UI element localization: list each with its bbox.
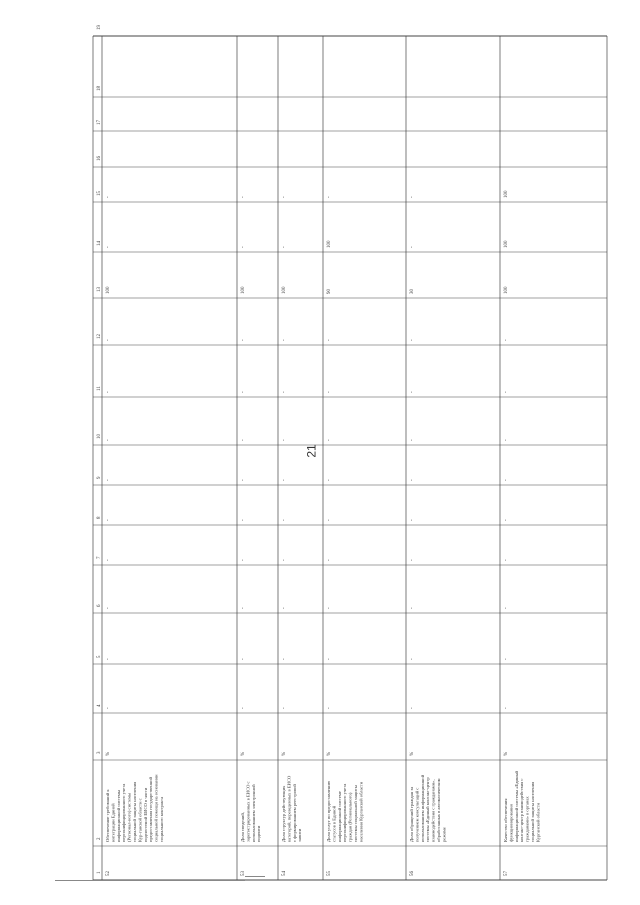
indicator-name: Доля структур действующих — [281, 785, 286, 842]
row-number: 57 — [504, 871, 509, 876]
column-header-10: 10 — [97, 434, 102, 439]
value-col-15: - — [410, 196, 415, 198]
indicator-name: Обеспечение требований к — [105, 789, 110, 842]
indicator-name: социального контракта — [159, 796, 164, 842]
scan-artifact-line — [245, 876, 265, 877]
indicator-name: населения Курганской области — [358, 781, 364, 842]
value-col-4: - — [241, 707, 246, 709]
value-col-5: - — [504, 658, 509, 660]
indicator-name: функционирования — [508, 804, 514, 842]
value-col-5: - — [106, 658, 111, 660]
indicator-name: предоставления государственной — [148, 777, 154, 842]
indicator-name: Кур-ганской области с — [137, 798, 143, 842]
indicator-name: взаимодействия с гражданами», — [430, 779, 436, 842]
value-col-10: - — [327, 439, 332, 441]
scan-artifact-line — [55, 880, 245, 881]
indicator-name: записи — [297, 828, 303, 842]
value-col-14: - — [106, 246, 111, 248]
value-col-12: - — [282, 339, 287, 341]
row-number: 54 — [282, 871, 287, 876]
column-header-3: 3 — [97, 751, 102, 754]
value-col-12: - — [504, 339, 509, 341]
unit-of-measure: % — [327, 751, 332, 756]
indicator-name: социальной помощи на основании — [153, 774, 159, 842]
value-col-15: 100 — [504, 190, 509, 198]
value-col-8: - — [410, 519, 415, 521]
indicator-name: информационной системе — [336, 791, 342, 842]
value-col-12: - — [410, 339, 415, 341]
row-number: 52 — [106, 871, 111, 876]
indicator-name: системы социальной защиты — [353, 785, 358, 842]
unit-of-measure: % — [504, 751, 509, 756]
value-col-7: - — [410, 559, 415, 561]
indicator-name: системы «Единый контакт-центр — [425, 777, 431, 842]
value-col-8: - — [241, 519, 246, 521]
indicator-name: интеграции Единой — [110, 803, 116, 842]
column-header-6: 6 — [97, 604, 102, 607]
value-col-6: - — [504, 607, 509, 609]
value-col-11: - — [282, 391, 287, 393]
value-col-9: - — [241, 479, 246, 481]
indicator-name: гражданами» в органах — [524, 796, 530, 842]
value-col-11: - — [241, 391, 246, 393]
value-col-9: - — [282, 479, 287, 481]
value-col-9: - — [410, 479, 415, 481]
value-col-12: - — [106, 339, 111, 341]
page-number: 21 — [304, 444, 319, 458]
indicator-name: использованием электронной — [250, 784, 256, 842]
value-col-11: - — [106, 391, 111, 393]
value-col-10: - — [410, 439, 415, 441]
value-col-9: - — [327, 479, 332, 481]
unit-of-measure: % — [282, 751, 287, 756]
column-header-13: 13 — [97, 287, 102, 292]
value-col-7: - — [327, 559, 332, 561]
value-col-15: - — [241, 196, 246, 198]
indicator-name: категорий, переведенных в ЕИСО — [286, 775, 292, 842]
value-col-4: - — [504, 707, 509, 709]
indicator-name: персонифицированного учета — [121, 783, 127, 842]
value-col-13: 30 — [410, 289, 415, 294]
indicator-name: подсистемой ЕИСО в части — [142, 787, 148, 842]
value-col-13: 100 — [504, 286, 509, 294]
row-number: 53 — [241, 871, 246, 876]
value-col-6: - — [106, 607, 111, 609]
column-header-16: 16 — [97, 156, 102, 161]
indicator-name: получением консультаций с — [414, 787, 420, 842]
table-grid — [93, 36, 607, 880]
value-col-7: - — [282, 559, 287, 561]
value-col-6: - — [282, 607, 287, 609]
unit-of-measure: % — [241, 751, 246, 756]
value-col-6: - — [241, 607, 246, 609]
value-col-8: - — [504, 519, 509, 521]
indicator-name: обработанных в автоматическом — [436, 778, 441, 842]
indicator-name: Курганской области — [535, 803, 541, 842]
indicator-name: социальной защиты населения — [132, 781, 137, 842]
value-col-4: - — [327, 707, 332, 709]
value-col-8: - — [327, 519, 332, 521]
indicator-name: режиме — [441, 827, 447, 842]
value-col-11: - — [504, 391, 509, 393]
value-col-7: - — [241, 559, 246, 561]
indicator-name: контакт-центр взаимодействия с — [519, 778, 525, 842]
column-header-15: 15 — [97, 191, 102, 196]
value-col-9: - — [504, 479, 509, 481]
column-header-18: 18 — [97, 86, 102, 91]
value-col-12: - — [327, 339, 332, 341]
column-header-12: 12 — [97, 334, 102, 339]
column-header-9: 9 — [97, 476, 102, 479]
column-header-1: 1 — [97, 871, 102, 874]
value-col-15: - — [327, 196, 332, 198]
indicator-name: подписи — [256, 825, 262, 842]
column-header-4: 4 — [97, 704, 102, 707]
indicator-name: Качество обеспечения — [503, 798, 508, 842]
value-col-5: - — [282, 658, 287, 660]
value-col-13: 100 — [282, 286, 287, 294]
indicator-name: Доля обращений граждан за — [409, 786, 414, 842]
unit-of-measure: % — [410, 751, 415, 756]
value-col-13: 100 — [106, 286, 111, 294]
value-col-5: - — [241, 658, 246, 660]
table-content — [97, 25, 540, 877]
unit-of-measure: % — [106, 751, 111, 756]
value-col-10: - — [241, 439, 246, 441]
indicator-name: (Регионал-ного) системы — [126, 792, 132, 842]
column-header-2: 2 — [97, 837, 102, 840]
value-col-11: - — [327, 391, 332, 393]
value-col-14: - — [282, 246, 287, 248]
column-header-17: 17 — [97, 120, 102, 125]
value-col-14: 100 — [327, 240, 332, 248]
value-col-9: - — [106, 479, 111, 481]
column-header-8: 8 — [97, 516, 102, 519]
value-col-15: - — [106, 196, 111, 198]
value-col-10: - — [106, 439, 111, 441]
indicator-name: информационной системы «Единый — [513, 771, 519, 842]
value-col-13: 100 — [241, 286, 246, 294]
row-number: 55 — [327, 871, 332, 876]
indicator-name: Доля услуг по предоставлению — [326, 780, 331, 842]
indicator-name: Доля сведений, — [240, 812, 245, 842]
value-col-5: - — [327, 658, 332, 660]
indicator-name: с формированием реестровой — [291, 784, 297, 842]
value-col-5: - — [410, 658, 415, 660]
value-col-7: - — [504, 559, 509, 561]
column-header-7: 7 — [97, 556, 102, 559]
column-header-14: 14 — [97, 241, 102, 246]
value-col-13: 90 — [327, 289, 332, 294]
indicator-name: использованием информационной — [419, 774, 425, 842]
value-col-8: - — [106, 519, 111, 521]
value-col-10: - — [504, 439, 509, 441]
value-col-4: - — [106, 707, 111, 709]
value-col-14: - — [241, 246, 246, 248]
row-number: 56 — [410, 871, 415, 876]
column-header-11: 11 — [97, 386, 102, 391]
indicator-name: граждан (Регионального) — [347, 792, 353, 842]
column-header-19: 19 — [97, 25, 102, 30]
value-col-11: - — [410, 391, 415, 393]
value-col-6: - — [410, 607, 415, 609]
indicator-name: зарегистрированных в ЕИСО с — [245, 781, 251, 842]
value-col-4: - — [410, 707, 415, 709]
value-col-4: - — [282, 707, 287, 709]
value-col-14: 100 — [504, 240, 509, 248]
value-col-15: - — [282, 196, 287, 198]
value-col-10: - — [282, 439, 287, 441]
column-header-5: 5 — [97, 655, 102, 658]
indicator-name: информационной системы — [115, 790, 121, 842]
value-col-6: - — [327, 607, 332, 609]
value-col-7: - — [106, 559, 111, 561]
indicator-name: персонифицированного учета — [342, 783, 348, 842]
value-col-8: - — [282, 519, 287, 521]
indicator-name: статусов в Единой — [331, 805, 337, 842]
value-col-12: - — [241, 339, 246, 341]
value-col-14: - — [410, 246, 415, 248]
indicator-name: социальной защиты населения — [530, 781, 535, 842]
